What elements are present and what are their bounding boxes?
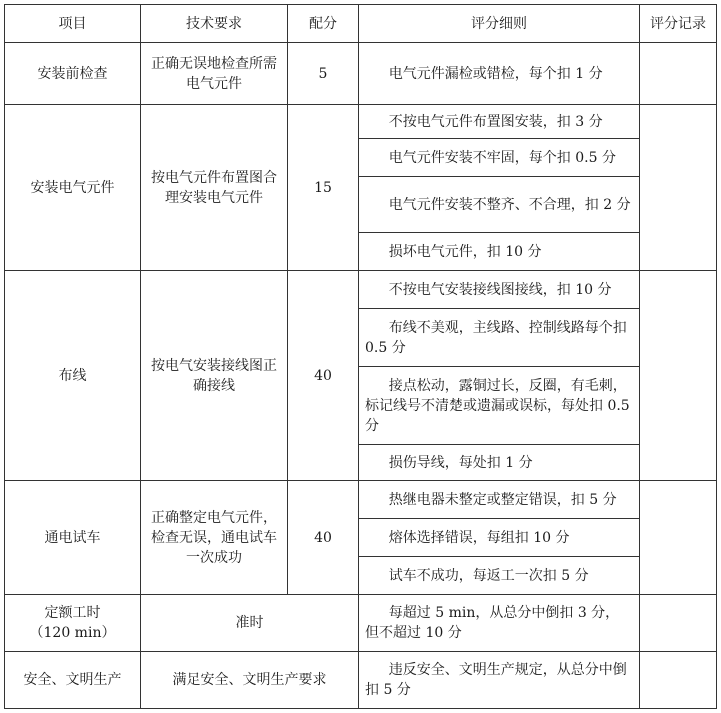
record-cell (640, 271, 717, 481)
table-row (5, 652, 717, 709)
criteria-cell: 损伤导线，每处扣 1 分 (359, 445, 640, 481)
criteria-cell: 每超过 5 min，从总分中倒扣 3 分，但不超过 10 分 (359, 595, 640, 652)
table-row (5, 43, 717, 105)
item-cell: 布线 (5, 271, 141, 481)
criteria-cell: 接点松动，露铜过长，反圈，有毛刺，标记线号不清楚或遗漏或误标，每处扣 0.5 分 (359, 367, 640, 445)
requirement-cell: 正确整定电气元件，检查无误，通电试车一次成功 (141, 481, 288, 595)
criteria-cell: 不按电气元件布置图安装，扣 3 分 (359, 105, 640, 139)
record-cell (640, 105, 717, 271)
criteria-cell: 违反安全、文明生产规定，从总分中倒扣 5 分 (359, 652, 640, 709)
item-line: 定额工时 (44, 605, 101, 621)
table-row (5, 481, 717, 519)
item-cell: 安装前检查 (5, 43, 141, 105)
points-cell: 40 (288, 271, 359, 481)
item-cell: 通电试车 (5, 481, 141, 595)
record-cell (640, 43, 717, 105)
requirement-cell: 按电气元件布置图合理安装电气元件 (141, 105, 288, 271)
header-points: 配分 (288, 5, 359, 43)
requirement-cell: 满足安全、文明生产要求 (141, 652, 359, 709)
requirement-cell: 正确无误地检查所需电气元件 (141, 43, 288, 105)
item-cell (5, 595, 141, 652)
requirement-cell: 按电气安装接线图正确接线 (141, 271, 288, 481)
header-requirement: 技术要求 (141, 5, 288, 43)
item-cell: 安全、文明生产 (5, 652, 141, 709)
header-row (5, 5, 717, 43)
criteria-cell: 布线不美观，主线路、控制线路每个扣 0.5 分 (359, 309, 640, 367)
criteria-cell: 电气元件漏检或错检，每个扣 1 分 (359, 43, 640, 105)
record-cell (640, 481, 717, 595)
points-cell: 5 (288, 43, 359, 105)
item-cell: 安装电气元件 (5, 105, 141, 271)
table-row (5, 105, 717, 139)
item-line: （120 min） (29, 625, 116, 641)
record-cell (640, 652, 717, 709)
criteria-cell: 损坏电气元件，扣 10 分 (359, 233, 640, 271)
criteria-cell: 电气元件安装不牢固，每个扣 0.5 分 (359, 139, 640, 177)
criteria-cell: 电气元件安装不整齐、不合理，扣 2 分 (359, 177, 640, 233)
criteria-cell: 熔体选择错误，每组扣 10 分 (359, 519, 640, 557)
table-row (5, 595, 717, 652)
requirement-cell: 准时 (141, 595, 359, 652)
points-cell: 15 (288, 105, 359, 271)
criteria-cell: 热继电器未整定或整定错误，扣 5 分 (359, 481, 640, 519)
scoring-table (4, 4, 717, 709)
header-criteria: 评分细则 (359, 5, 640, 43)
table-row (5, 271, 717, 309)
header-record: 评分记录 (640, 5, 717, 43)
record-cell (640, 595, 717, 652)
header-item: 项目 (5, 5, 141, 43)
criteria-cell: 不按电气安装接线图接线，扣 10 分 (359, 271, 640, 309)
criteria-cell: 试车不成功，每返工一次扣 5 分 (359, 557, 640, 595)
points-cell: 40 (288, 481, 359, 595)
